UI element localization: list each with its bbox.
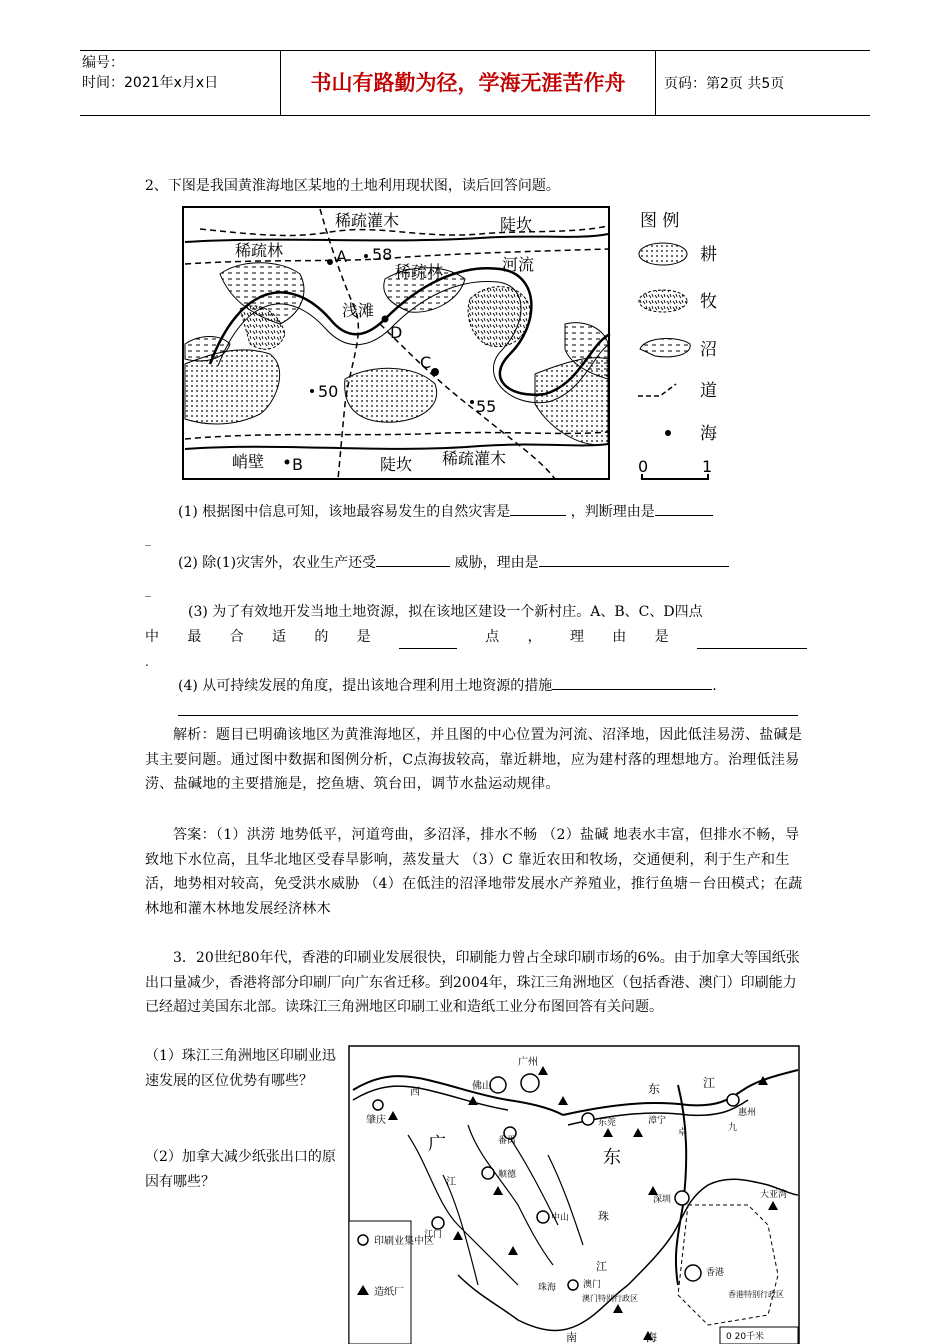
point-b-marker: [285, 460, 290, 465]
label-macau: 澳门: [583, 1280, 602, 1290]
legend-marsh: 沼: [700, 340, 717, 360]
label-jiang2: 江: [446, 1177, 456, 1188]
label-macau-sar: 澳门特别行政区: [582, 1294, 638, 1303]
label-zhuhai: 珠海: [538, 1283, 557, 1293]
q2-sub1-b: ，判断理由是: [570, 504, 655, 520]
q2-sub1-blank2[interactable]: [655, 499, 713, 516]
label-panyu: 番禺: [498, 1136, 517, 1146]
q2-sub3-char: 理: [569, 629, 584, 645]
scale-end: 1: [702, 457, 713, 476]
elev-50-marker: [310, 389, 314, 393]
guangzhou-marker: [521, 1074, 539, 1092]
q2-sub2: [178, 550, 729, 575]
q2-sub3-char: 合: [229, 629, 244, 645]
label-jiang3: 江: [596, 1260, 607, 1273]
q2-sub3-period: .: [145, 655, 149, 669]
q2-sub1: [178, 499, 713, 524]
q3-stem: 3．20世纪80年代，香港的印刷业发展很快，印刷能力曾占全球印刷市场的6%。由于加拿大等国纸张出口量减少，香港将部分印刷厂向广东省迁移。到2004年，珠江三角洲地区（包括香港、澳门）印刷能力已经超过美国东北部。读珠江三角洲地区印刷工业和造纸工业分布图回答有关问题。: [145, 950, 800, 1015]
label-cliff: 峭壁: [232, 452, 265, 471]
label-dong: 东: [648, 1082, 661, 1096]
label-elev-58: 58: [372, 245, 393, 264]
label-slope-bottom: 陡坎: [380, 455, 413, 474]
q2-sub1-dash: _: [145, 532, 151, 546]
label-point-d: D: [390, 323, 403, 342]
header-motto: 书山有路勤为径，学海无涯苦作舟: [280, 51, 656, 115]
legend-farmland-swatch: [639, 243, 687, 265]
foshan-marker: [490, 1077, 506, 1093]
map-legend: [638, 211, 717, 479]
q2-sub3-blank1[interactable]: [399, 632, 457, 649]
page-header: [80, 50, 870, 116]
q2-sub1-a: (1) 根据图中信息可知，该地最容易发生的自然灾害是: [178, 504, 511, 520]
label-jiang: 江: [703, 1076, 716, 1090]
q2-sub3-char: 是: [356, 629, 371, 645]
label-shoal: 浅滩: [342, 301, 375, 320]
farmland-center: [345, 368, 437, 422]
label-jiangmen: 江门: [424, 1230, 443, 1240]
prd-map: [348, 1045, 800, 1344]
label-sparse-shrub-bottom: 稀疏灌木: [442, 449, 507, 468]
legend-paper: 造纸厂: [374, 1287, 404, 1298]
q2-sub2-blank2[interactable]: [539, 550, 729, 567]
hongkong-marker: [685, 1265, 701, 1281]
q2-sub3-char: 中: [145, 629, 159, 645]
legend-road-swatch: [638, 384, 676, 396]
label-point-c: C: [420, 353, 432, 372]
answer-line: [178, 715, 798, 716]
q2-sub4-blank[interactable]: [552, 673, 712, 690]
legend-elev-swatch: [665, 430, 671, 436]
label-huizhou: 惠州: [738, 1108, 757, 1118]
serial-label: 编号：: [82, 55, 124, 71]
q2-sub2-b: 威胁，理由是: [454, 555, 539, 571]
label-guang: 广: [428, 1134, 446, 1155]
q2-sub2-dash: _: [145, 583, 151, 597]
label-guangzhou: 广州: [518, 1057, 538, 1068]
label-elev-55: 55: [476, 397, 497, 416]
label-xi: 西: [410, 1087, 420, 1098]
label-hk-sar: 香港特别行政区: [728, 1290, 784, 1299]
q2-stem: 2、下图是我国黄淮海地区某地的土地利用现状图，读后回答问题。: [145, 178, 560, 194]
point-c-marker: [431, 368, 439, 376]
q2-sub4: (4) 从可持续发展的角度，提出该地合理利用土地资源的措施 .: [178, 673, 717, 698]
shunde-marker: [482, 1167, 494, 1179]
legend-pasture-swatch: [639, 290, 687, 312]
scale-bar: [642, 474, 708, 479]
label-nan: 南: [566, 1331, 577, 1344]
label-zhangmutou: 漳宁: [648, 1116, 667, 1126]
q2-sub3-line1: (3) 为了有效地开发当地土地资源，拟在该地区建设一个新村庄。A、B、C、D四点: [188, 604, 703, 620]
q2-sub4-text: (4) 从可持续发展的角度，提出该地合理利用土地资源的措施: [178, 678, 553, 694]
zhongshan-marker: [537, 1211, 549, 1223]
header-meta: [82, 53, 280, 93]
q2-answer: 答案：（1）洪涝 地势低平，河道弯曲，多沼泽，排水不畅 （2）盐碱 地表水丰富，但排水不畅，导致地下水位高，且华北地区受春旱影响，蒸发量大 （3）C 靠近农田和牧场，交通便利，利于生产和生活，地势相对较高，免受洪水威胁 （4）在低洼的沼泽地带发展水产养殖业，推行鱼塘－台田模式；在蔬林地和灌木林地发展经济林木: [145, 827, 803, 917]
label-zhongshan: 中山: [551, 1213, 570, 1223]
page-info: 页码：第2页 共5页: [664, 76, 785, 92]
label-hai: 海: [646, 1331, 657, 1344]
q2-sub3-char: 最: [187, 629, 202, 645]
q2-sub3-char: ，: [527, 629, 542, 645]
q2-analysis: 解析：题目已明确该地区为黄淮海地区，并且图的中心位置为河流、沼泽地，因此低洼易涝、盐碱是其主要问题。通过图中数据和图例分析，C点海拔较高，靠近耕地，应为建村落的理想地方。治理低洼易涝、盐碱地的主要措施是，挖鱼塘、筑台田，调节水盐运动规律。: [145, 727, 803, 792]
elev-58-marker: [364, 254, 368, 258]
label-elev-50: 50: [318, 382, 339, 401]
huizhou-marker: [727, 1094, 739, 1106]
label-point-b: B: [292, 455, 303, 474]
q2-sub3-char: 适: [271, 629, 286, 645]
zhaoqing-marker: [373, 1100, 383, 1110]
q2-sub1-blank1[interactable]: [510, 499, 566, 516]
q3-sub2: （2）加拿大减少纸张出口的原因有哪些？: [145, 1149, 336, 1190]
point-a-marker: [327, 259, 333, 265]
q3-sub1: （1）珠江三角洲地区印刷业迅速发展的区位优势有哪些？: [145, 1048, 336, 1089]
dongguan-marker: [582, 1113, 594, 1125]
land-use-map: [180, 204, 730, 482]
legend-elev: 海: [700, 424, 717, 444]
label-sparse-forest-left: 稀疏林: [235, 241, 284, 260]
time-label: 时间：2021年x月x日: [82, 75, 219, 91]
shenzhen-marker: [675, 1191, 689, 1205]
label-hongkong: 香港: [706, 1268, 725, 1278]
legend-marsh-swatch: [640, 339, 690, 357]
q2-sub3-blank2[interactable]: [697, 632, 807, 649]
q2-sub3-char: 点: [485, 629, 500, 645]
q2-sub3-char: 是: [654, 629, 669, 645]
label-jiu: 九: [728, 1123, 738, 1133]
legend-print-symbol: [358, 1235, 368, 1245]
label-slope-top: 陡坎: [500, 215, 533, 234]
legend-title: 图 例: [640, 211, 680, 231]
jiangmen-marker: [432, 1217, 444, 1229]
label-river: 河流: [502, 255, 535, 274]
label-sparse-forest-mid: 稀疏林: [395, 262, 444, 281]
legend-road: 道: [700, 381, 717, 401]
q2-sub2-blank1[interactable]: [376, 550, 450, 567]
label-sparse-shrub-top: 稀疏灌木: [335, 211, 400, 230]
label-shunde: 顺德: [498, 1170, 517, 1180]
q2-sub3-char: 的: [314, 629, 329, 645]
label-foshan: 佛山: [472, 1081, 492, 1092]
label-zhi: 卓: [678, 1128, 688, 1138]
prd-scale: 0 20千米: [726, 1332, 765, 1342]
label-shenzhen: 深圳: [653, 1195, 672, 1205]
legend-farmland: 耕: [700, 245, 717, 265]
scale-start: 0: [638, 457, 649, 476]
label-zhu: 珠: [598, 1210, 609, 1223]
zhuhai-marker: [568, 1280, 578, 1290]
label-zhaoqing: 肇庆: [366, 1115, 386, 1126]
legend-pasture: 牧: [700, 292, 717, 312]
q2-sub3-char: 由: [612, 629, 627, 645]
point-d-marker: [382, 316, 389, 323]
label-point-a: A: [336, 247, 347, 266]
label-dongguan: 东莞: [598, 1118, 617, 1128]
legend-print: 印刷业集中区: [374, 1236, 434, 1247]
q2-sub2-a: (2) 除(1)灾害外，农业生产还受: [178, 555, 377, 571]
label-dong-big: 东: [603, 1147, 621, 1168]
label-dayawan: 大亚湾: [760, 1190, 788, 1200]
q2-sub3-line2: [145, 625, 807, 649]
elev-55-marker: [470, 400, 474, 404]
